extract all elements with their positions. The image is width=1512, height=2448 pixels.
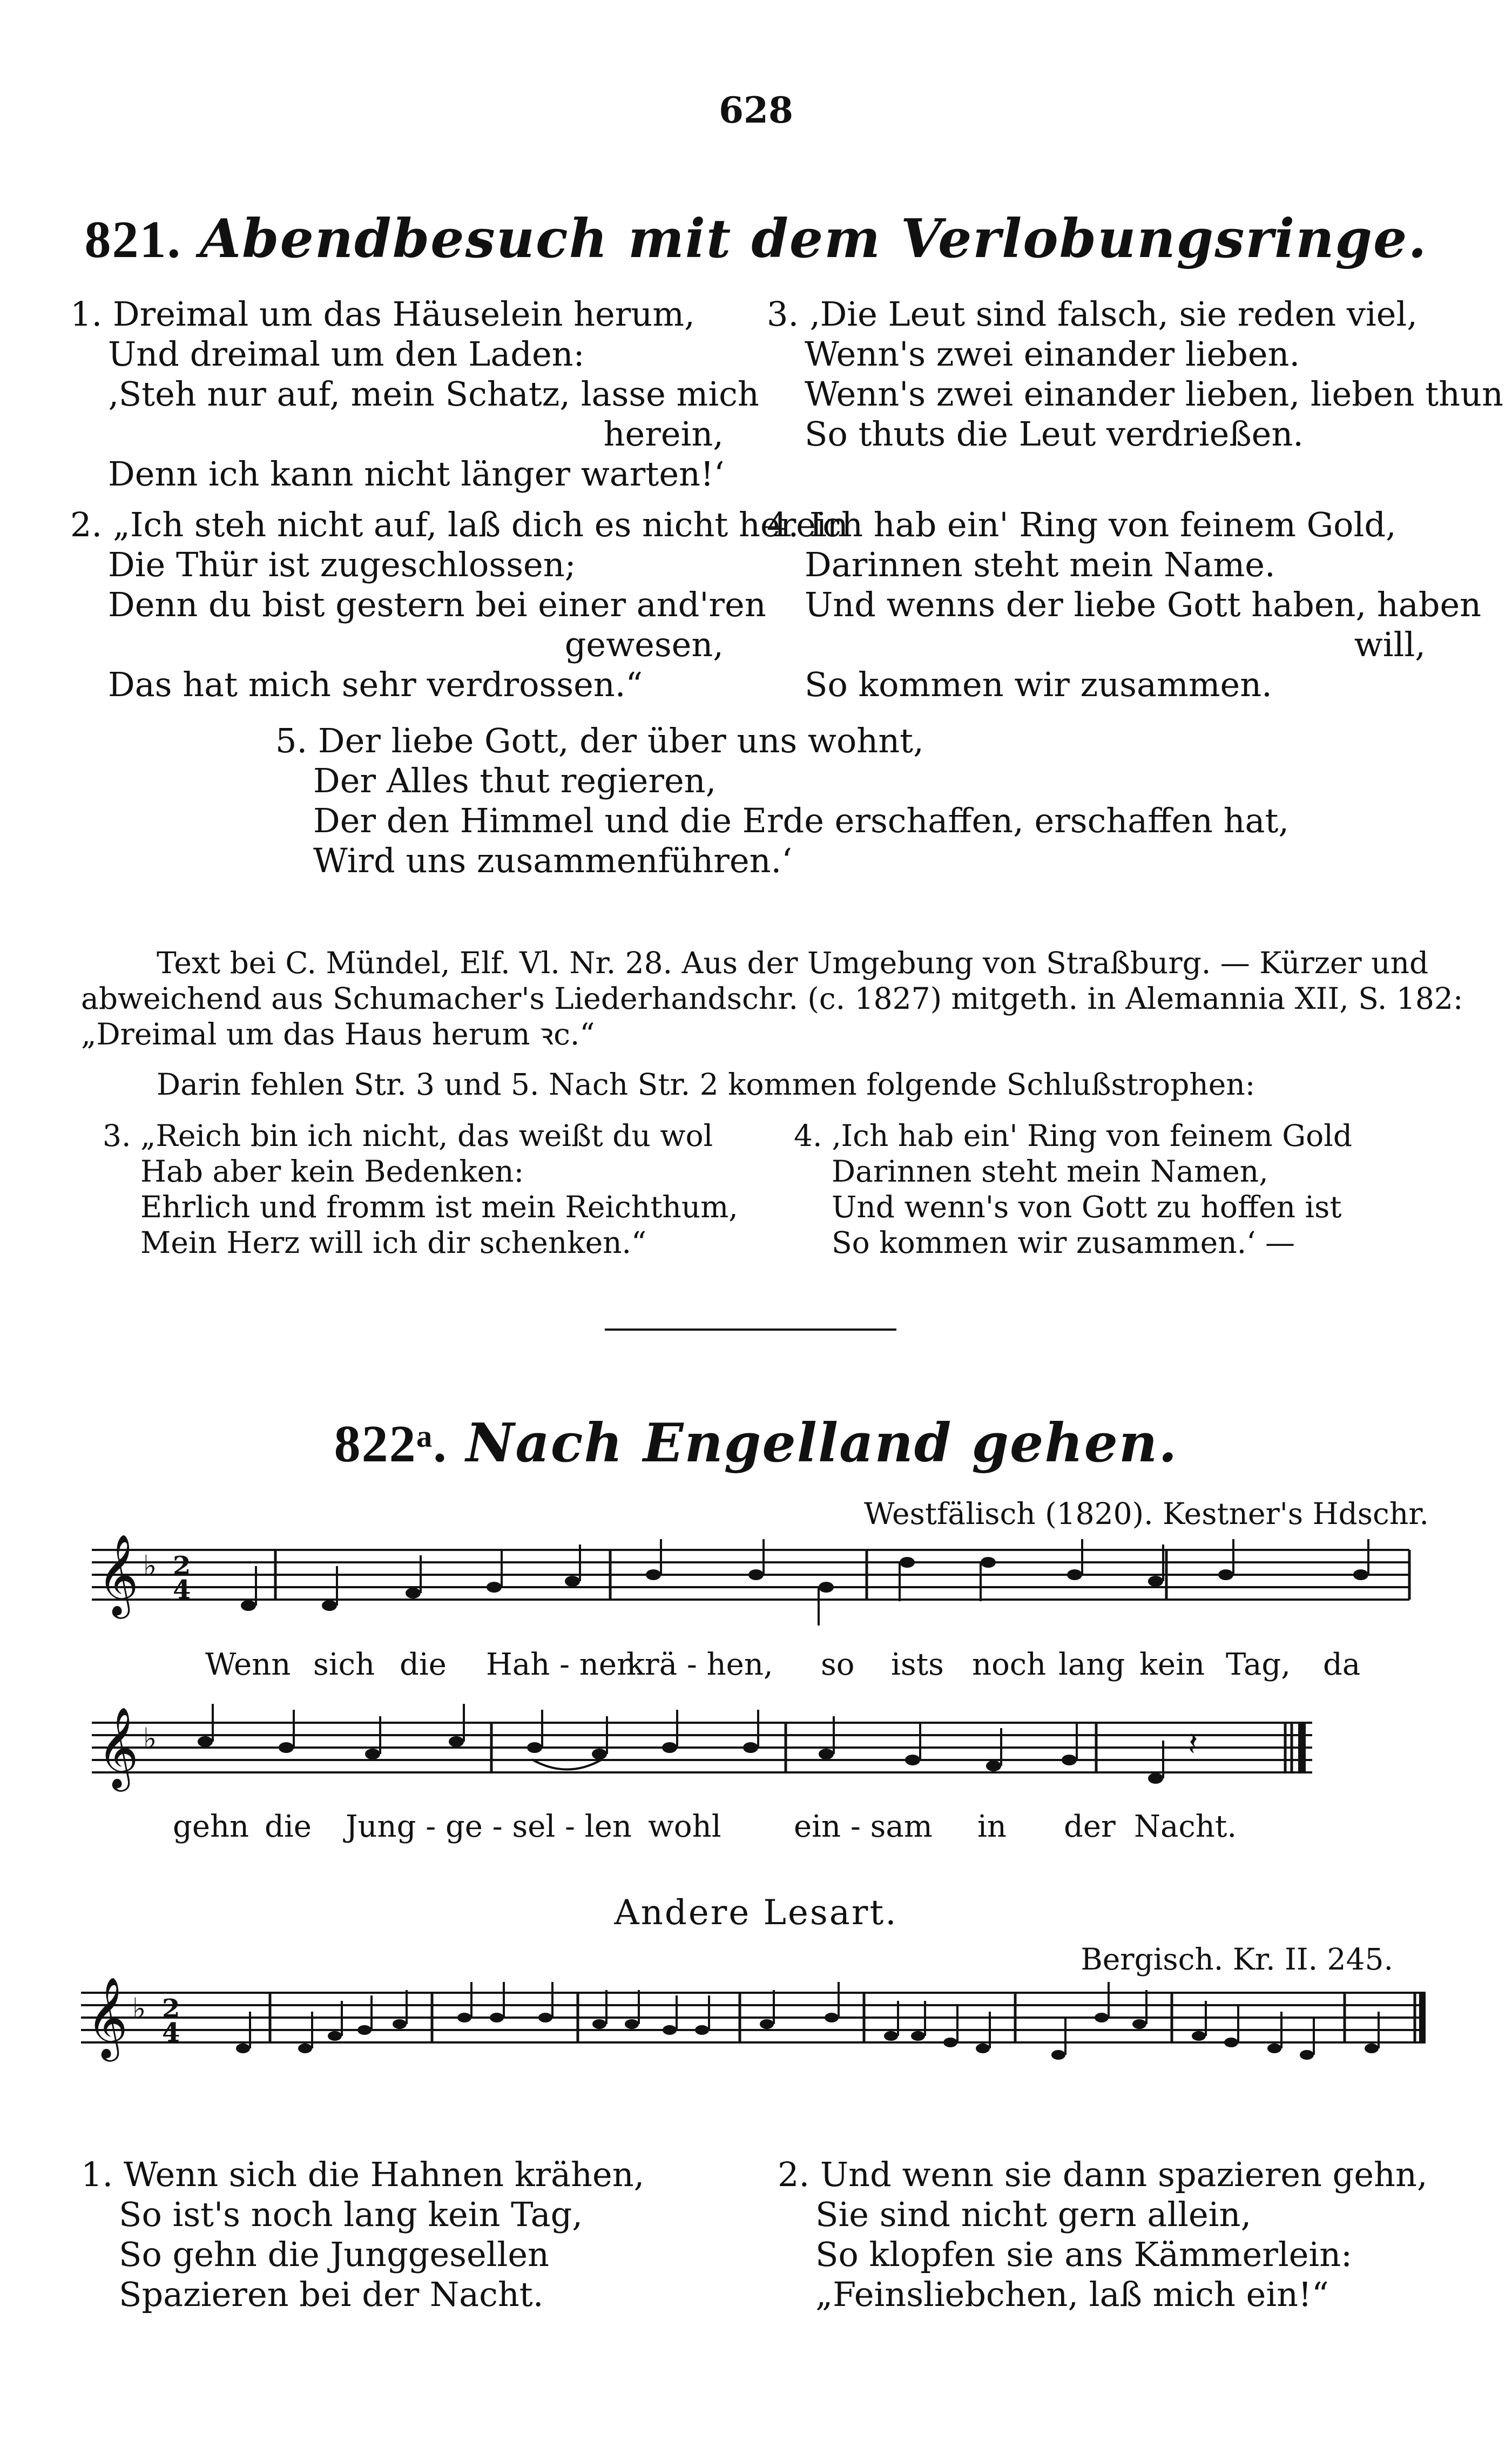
note [487, 1582, 502, 1593]
song-821-stanza-5 [275, 721, 1355, 881]
note [976, 2044, 990, 2053]
stanza-line: 3. ‚Die Leut sind falsch, sie reden viel, [767, 294, 1418, 334]
stanza-line: Und dreimal um den Laden: [108, 334, 585, 374]
note [393, 2019, 407, 2029]
stanza-line: Der den Himmel und die Erde erschaffen, erschaffen hat, [313, 801, 1290, 840]
note [298, 2044, 312, 2053]
stanza-line: Wenn's zwei einander lieben. [805, 334, 1300, 374]
time-signature-top: 2 [173, 1551, 191, 1581]
note [1062, 1755, 1077, 1765]
note [236, 2044, 250, 2053]
note-line: „Dreimal um das Haus herum ꝛc.“ [81, 1017, 595, 1051]
stanza-line: So thuts die Leut verdrießen. [805, 414, 1304, 454]
note [1300, 2050, 1314, 2060]
stanza-line: Die Thür ist zugeschlossen; [108, 545, 576, 584]
lyric-word: da [1323, 1647, 1361, 1682]
note [1148, 1576, 1163, 1587]
note [1132, 2019, 1146, 2029]
staff-lines [92, 1723, 1312, 1772]
note [884, 2031, 898, 2041]
note [1051, 2050, 1065, 2060]
note [905, 1755, 920, 1765]
stanza-line: Sie sind nicht gern allein, [815, 2195, 1252, 2234]
stanza-line: ‚Steh nur auf, mein Schatz, lasse mich [108, 374, 759, 414]
flat-icon: ♭ [132, 1992, 146, 2026]
note [662, 1742, 677, 1753]
note [279, 1742, 294, 1753]
lyric-word: wohl [648, 1809, 721, 1844]
final-barline [1419, 1993, 1426, 2042]
stanza-line: 3. „Reich bin ich nicht, das weißt du wol [103, 1118, 713, 1153]
song-821-number: 821. [84, 211, 182, 269]
note [986, 1761, 1001, 1771]
music-staff-3 [0, 1966, 1512, 2101]
stanza-line: 1. Dreimal um das Häuselein herum, [70, 294, 695, 334]
rest-icon: 𝄽 [1188, 1725, 1198, 1763]
time-signature-top: 2 [162, 1994, 180, 2024]
note [457, 2013, 471, 2022]
note [328, 2031, 342, 2041]
note [748, 1569, 764, 1580]
song-822-source: Westfälisch (1820). Kestner's Hdschr. [864, 1496, 1429, 1531]
lyric-word: Tag, [1226, 1647, 1291, 1682]
stanza-line: 2. Und wenn sie dann spazieren gehn, [778, 2155, 1428, 2194]
note [1218, 1569, 1233, 1580]
song-821-note-2: Darin fehlen Str. 3 und 5. Nach Str. 2 kommen folgende Schlußstrophen: [157, 1067, 1256, 1102]
treble-clef-icon: 𝄞 [86, 1976, 128, 2058]
stanza-line: Denn du bist gestern bei einer and'ren [108, 585, 766, 624]
note [322, 1600, 337, 1611]
note [695, 2025, 709, 2035]
note [819, 1582, 834, 1593]
lyric-word: so [821, 1647, 855, 1682]
lyric-word: noch [972, 1647, 1047, 1682]
lyric-word: Nacht. [1134, 1809, 1237, 1844]
lyric-word: ein - sam [794, 1809, 933, 1844]
lyric-word: Jung - ge - sel - len [346, 1809, 632, 1844]
lyric-word: kein [1139, 1647, 1205, 1682]
music-staff-1 [0, 1528, 1512, 1653]
staff-lines [81, 1993, 1426, 2042]
song-821-stanza-2 [70, 505, 848, 705]
lyric-word: lang [1058, 1647, 1125, 1682]
stanza-line: So kommen wir zusammen. [805, 665, 1272, 704]
song-821-name: Abendbesuch mit dem Verlobungsringe. [200, 208, 1428, 270]
note [1095, 2013, 1109, 2022]
note [449, 1736, 464, 1747]
stanza-line: Wird uns zusammenführen.‘ [313, 841, 792, 880]
stanza-line: So ist's noch lang kein Tag, [119, 2195, 583, 2234]
note [406, 1588, 421, 1599]
treble-clef-icon: 𝄞 [97, 1533, 139, 1615]
lyric-word: Hah - nen [486, 1647, 637, 1682]
note [1224, 2038, 1238, 2047]
treble-clef-icon: 𝄞 [97, 1706, 139, 1788]
stanza-line: 4. Ich hab ein' Ring von feinem Gold, [767, 505, 1396, 544]
song-821-alt-stanza-4 [794, 1118, 1442, 1260]
note [625, 2019, 639, 2029]
lyric-word: in [977, 1809, 1007, 1844]
stanza-line: herein, [603, 414, 724, 454]
stanza-line: So kommen wir zusammen.‘ — [832, 1225, 1295, 1260]
variant-source: Bergisch. Kr. II. 245. [1081, 1942, 1393, 1977]
song-822-number: 822ᵃ. [334, 1415, 448, 1473]
lyric-word: gehn [173, 1809, 249, 1844]
final-barline [1298, 1723, 1306, 1772]
note [565, 1576, 580, 1587]
variant-heading: Andere Lesart. [614, 1893, 898, 1933]
stanza-line: Und wenns der liebe Gott haben, haben [805, 585, 1482, 624]
stanza-line: 5. Der liebe Gott, der über uns wohnt, [275, 721, 924, 760]
note [1192, 2031, 1206, 2041]
note [1067, 1569, 1082, 1580]
note [1148, 1773, 1163, 1784]
note-line: abweichend aus Schumacher's Liederhandschr. (c. 1827) mitgeth. in Alemannia XII, S. 182: [81, 981, 1463, 1016]
time-signature-bottom: 4 [162, 2018, 180, 2048]
note [1353, 1569, 1368, 1580]
stanza-line: 1. Wenn sich die Hahnen krähen, [81, 2155, 645, 2194]
stanza-line: Denn ich kann nicht länger warten!‘ [108, 454, 725, 494]
stanza-line: 4. ‚Ich hab ein' Ring von feinem Gold [794, 1118, 1353, 1153]
note [819, 1749, 834, 1759]
stanza-line: Darinnen steht mein Name. [805, 545, 1275, 584]
lyrics-line-2 [0, 1809, 1512, 1852]
note [592, 2019, 606, 2029]
lyric-word: Wenn [205, 1647, 291, 1682]
note [1365, 2044, 1379, 2053]
stanza-line: Ehrlich und fromm ist mein Reichthum, [140, 1190, 738, 1224]
song-821-stanza-3 [767, 294, 1503, 454]
note [646, 1569, 661, 1580]
stanza-line: So klopfen sie ans Kämmerlein: [815, 2235, 1353, 2274]
lyric-word: die [265, 1809, 312, 1844]
song-822-title [0, 1412, 1512, 1474]
notes [241, 1539, 1368, 1626]
song-821-alt-stanza-3 [103, 1118, 751, 1260]
lyric-word: die [400, 1647, 447, 1682]
stanza-line: So gehn die Junggesellen [119, 2235, 549, 2274]
lyric-word: krä - hen, [626, 1647, 773, 1682]
note [900, 1557, 915, 1568]
song-821-source-note [81, 945, 1463, 1052]
stanza-line: gewesen, [564, 625, 724, 664]
stanza-line: will, [1354, 625, 1426, 664]
note [981, 1557, 996, 1568]
note [663, 2025, 677, 2035]
note [1267, 2044, 1281, 2053]
section-divider [605, 1328, 896, 1331]
song-821-stanza-4 [767, 505, 1482, 705]
flat-icon: ♭ [143, 1549, 157, 1583]
stanza-line: Der Alles thut regieren, [313, 761, 717, 800]
flat-icon: ♭ [143, 1722, 157, 1756]
note [365, 1749, 380, 1759]
note [592, 1749, 607, 1759]
note [538, 2013, 552, 2022]
song-821-stanza-1 [70, 294, 759, 494]
note [490, 2013, 504, 2022]
note [743, 1742, 758, 1753]
lyric-word: sich [313, 1647, 375, 1682]
note [198, 1736, 213, 1747]
song-821-title [0, 208, 1512, 270]
time-signature-bottom: 4 [173, 1575, 191, 1605]
stanza-line: Und wenn's von Gott zu hoffen ist [832, 1190, 1342, 1224]
stanza-line: Mein Herz will ich dir schenken.“ [140, 1225, 647, 1260]
stanza-line: 2. „Ich steh nicht auf, laß dich es nicht herein [70, 505, 848, 544]
stanza-line: Spazieren bei der Nacht. [119, 2275, 544, 2314]
stanza-line: Das hat mich sehr verdrossen.“ [108, 665, 643, 704]
lyric-word: der [1064, 1809, 1116, 1844]
song-822-name: Nach Engelland gehen. [465, 1412, 1178, 1474]
note [241, 1600, 256, 1611]
song-822-stanza-2 [778, 2155, 1453, 2315]
stanza-line: „Feinsliebchen, laß mich ein!“ [815, 2275, 1329, 2314]
page-number: 628 [719, 89, 793, 131]
note [911, 2031, 925, 2041]
note [825, 2013, 839, 2022]
note [357, 2025, 372, 2035]
note [943, 2038, 957, 2047]
stanza-line: Wenn's zwei einander lieben, lieben thun [805, 374, 1503, 414]
music-staff-2 [0, 1690, 1512, 1815]
note [527, 1742, 542, 1753]
note [760, 2019, 774, 2029]
stanza-line: Hab aber kein Bedenken: [140, 1154, 524, 1189]
lyrics-line-1 [0, 1647, 1512, 1690]
stanza-line: Darinnen steht mein Namen, [832, 1154, 1268, 1189]
lyric-word: ists [891, 1647, 944, 1682]
song-822-stanza-1 [81, 2155, 729, 2315]
note-line: Text bei C. Mündel, Elf. Vl. Nr. 28. Aus der Umgebung von Straßburg. — Kürzer und [157, 946, 1429, 980]
